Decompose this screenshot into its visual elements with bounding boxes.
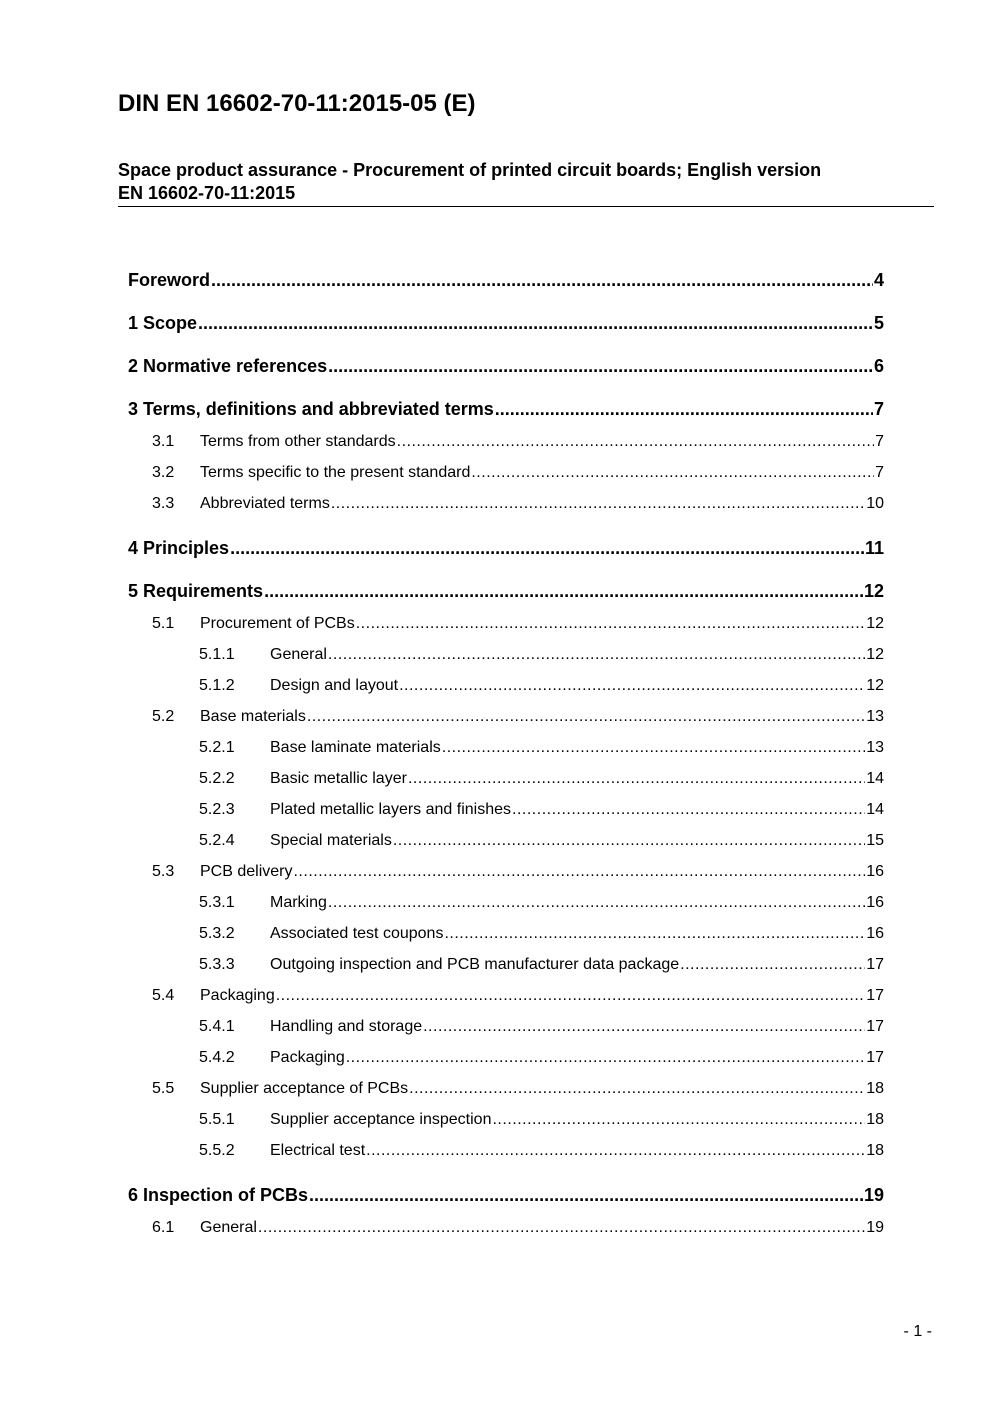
toc-dot-leader [444, 925, 865, 943]
toc-entry-page: 18 [866, 1142, 884, 1159]
toc-entry-number: 5.4.1 [199, 1018, 235, 1035]
toc-entry-label: Base laminate materials [270, 739, 441, 756]
toc-entry-5-1[interactable] [128, 615, 884, 635]
toc-entry-5-3-2[interactable] [128, 925, 884, 945]
toc-entry-page: 7 [873, 399, 884, 419]
toc-entry-page: 5 [873, 313, 884, 333]
toc-entry-number: 5.2 [152, 708, 175, 725]
toc-dot-leader [397, 433, 874, 451]
toc-dot-leader [471, 464, 874, 482]
toc-entry-foreword[interactable] [128, 270, 884, 294]
document-subtitle [118, 159, 934, 205]
toc-entry-5-4-1[interactable] [128, 1018, 884, 1038]
toc-entry-number: 3 [128, 399, 139, 419]
toc-dot-leader [258, 1219, 865, 1237]
document-title: DIN EN 16602-70-11:2015-05 (E) [118, 90, 476, 117]
toc-entry-number: 5.2.1 [199, 739, 235, 756]
toc-entry-label: General [200, 1219, 257, 1236]
toc-entry-label: Supplier acceptance inspection [270, 1111, 492, 1128]
toc-dot-leader [442, 739, 865, 757]
toc-entry-number: 5.5.1 [199, 1111, 235, 1128]
toc-entry-label: Terms, definitions and abbreviated terms [143, 399, 494, 419]
toc-entry-label: Principles [143, 538, 230, 558]
toc-entry-5-1-2[interactable] [128, 677, 884, 697]
toc-entry-page: 17 [866, 1018, 884, 1035]
toc-entry-number: 5.1.1 [199, 646, 235, 663]
toc-entry-number: 5.5.2 [199, 1142, 235, 1159]
toc-entry-5-3-3[interactable] [128, 956, 884, 976]
toc-entry-number: 5.2.3 [199, 801, 235, 818]
toc-dot-leader [512, 801, 865, 819]
toc-entry-6-1[interactable] [128, 1219, 884, 1239]
toc-entry-number: 5.3 [152, 863, 175, 880]
toc-entry-label: Terms specific to the present standard [200, 464, 471, 481]
toc-entry-3-3[interactable] [128, 495, 884, 515]
toc-dot-leader [328, 356, 873, 377]
header-divider [118, 206, 934, 207]
toc-entry-label: Packaging [270, 1049, 345, 1066]
toc-entry-page: 7 [875, 464, 884, 481]
toc-dot-leader [307, 708, 865, 726]
toc-entry-5-5[interactable] [128, 1080, 884, 1100]
toc-entry-page: 16 [866, 863, 884, 880]
toc-dot-leader [492, 1111, 865, 1129]
toc-entry-5-5-2[interactable] [128, 1142, 884, 1162]
toc-entry-5-2-4[interactable] [128, 832, 884, 852]
toc-entry-5[interactable] [128, 581, 884, 605]
toc-entry-label: Terms from other standards [200, 433, 396, 450]
toc-dot-leader [346, 1049, 865, 1067]
toc-dot-leader [423, 1018, 865, 1036]
toc-entry-page: 12 [866, 646, 884, 663]
toc-entry-page: 12 [866, 677, 884, 694]
toc-dot-leader [309, 1185, 863, 1206]
toc-entry-label: Plated metallic layers and finishes [270, 801, 512, 818]
toc-entry-5-4-2[interactable] [128, 1049, 884, 1069]
toc-entry-number: 6 [128, 1185, 139, 1205]
toc-dot-leader [331, 495, 865, 513]
toc-entry-number: 3.3 [152, 495, 175, 512]
toc-entry-3[interactable] [128, 399, 884, 423]
toc-entry-number: 5.3.3 [199, 956, 235, 973]
toc-entry-page: 19 [863, 1185, 884, 1205]
toc-entry-label: Inspection of PCBs [143, 1185, 309, 1205]
toc-entry-page: 4 [873, 270, 884, 290]
toc-entry-page: 7 [875, 433, 884, 450]
toc-dot-leader [328, 646, 865, 664]
toc-dot-leader [495, 399, 873, 420]
toc-entry-label: Marking [270, 894, 327, 911]
toc-entry-label: Packaging [200, 987, 275, 1004]
toc-entry-number: 5.5 [152, 1080, 175, 1097]
toc-entry-label: General [270, 646, 327, 663]
toc-dot-leader [293, 863, 865, 881]
toc-entry-page: 19 [866, 1219, 884, 1236]
toc-dot-leader [230, 538, 864, 559]
toc-entry-label: Outgoing inspection and PCB manufacturer data package [270, 956, 680, 973]
toc-entry-5-3[interactable] [128, 863, 884, 883]
toc-entry-3-2[interactable] [128, 464, 884, 484]
toc-entry-label: Electrical test [270, 1142, 366, 1159]
toc-entry-label: Handling and storage [270, 1018, 423, 1035]
toc-dot-leader [264, 581, 863, 602]
toc-entry-label: Procurement of PCBs [200, 615, 355, 632]
toc-entry-label: Supplier acceptance of PCBs [200, 1080, 409, 1097]
toc-dot-leader [409, 1080, 865, 1098]
footer-page-number: - 1 - [903, 1323, 932, 1340]
toc-entry-number: 3.1 [152, 433, 175, 450]
toc-dot-leader [198, 313, 873, 334]
toc-dot-leader [328, 894, 865, 912]
toc-entry-label: Base materials [200, 708, 306, 725]
toc-entry-6[interactable] [128, 1185, 884, 1209]
toc-entry-page: 13 [866, 739, 884, 756]
toc-entry-page: 10 [866, 495, 884, 512]
toc-entry-number: 6.1 [152, 1219, 175, 1236]
toc-entry-5-5-1[interactable] [128, 1111, 884, 1131]
toc-entry-number: 5.2.4 [199, 832, 235, 849]
toc-entry-page: 12 [866, 615, 884, 632]
subtitle-line-2: EN 16602-70-11:2015 [118, 183, 296, 203]
toc-dot-leader [366, 1142, 865, 1160]
toc-entry-page: 16 [866, 925, 884, 942]
toc-entry-4[interactable] [128, 538, 884, 562]
toc-entry-page: 14 [866, 770, 884, 787]
toc-entry-number: 5 [128, 581, 139, 601]
toc-entry-page: 17 [866, 956, 884, 973]
toc-entry-label: Design and layout [270, 677, 399, 694]
toc-entry-label: Associated test coupons [270, 925, 444, 942]
toc-entry-number: 5.1 [152, 615, 175, 632]
toc-entry-label: Foreword [128, 270, 211, 290]
toc-entry-page: 17 [866, 987, 884, 1004]
toc-entry-number: 5.3.1 [199, 894, 235, 911]
toc-entry-page: 15 [866, 832, 884, 849]
toc-entry-3-1[interactable] [128, 433, 884, 453]
toc-dot-leader [211, 270, 873, 291]
toc-entry-number: 2 [128, 356, 139, 376]
toc-entry-label: Abbreviated terms [200, 495, 330, 512]
toc-entry-label: PCB delivery [200, 863, 293, 880]
toc-entry-page: 14 [866, 801, 884, 818]
toc-entry-5-2-1[interactable] [128, 739, 884, 759]
toc-entry-5-2-2[interactable] [128, 770, 884, 790]
toc-entry-5-2[interactable] [128, 708, 884, 728]
toc-entry-number: 1 [128, 313, 139, 333]
toc-entry-page: 18 [866, 1080, 884, 1097]
toc-dot-leader [408, 770, 865, 788]
toc-entry-label: Requirements [143, 581, 264, 601]
subtitle-line-1: Space product assurance - Procurement of printed circuit boards; English version [118, 160, 822, 180]
toc-entry-number: 5.4.2 [199, 1049, 235, 1066]
toc-entry-page: 17 [866, 1049, 884, 1066]
toc-entry-1[interactable] [128, 313, 884, 337]
toc-entry-number: 4 [128, 538, 139, 558]
toc-entry-label: Special materials [270, 832, 392, 849]
toc-entry-5-4[interactable] [128, 987, 884, 1007]
toc-entry-page: 12 [863, 581, 884, 601]
toc-entry-page: 6 [873, 356, 884, 376]
toc-dot-leader [393, 832, 865, 850]
toc-dot-leader [356, 615, 865, 633]
toc-entry-label: Scope [143, 313, 198, 333]
toc-entry-5-2-3[interactable] [128, 801, 884, 821]
toc-entry-page: 13 [866, 708, 884, 725]
toc-entry-number: 5.2.2 [199, 770, 235, 787]
toc-entry-5-3-1[interactable] [128, 894, 884, 914]
toc-entry-number: 5.3.2 [199, 925, 235, 942]
toc-entry-label: Normative references [143, 356, 328, 376]
toc-dot-leader [399, 677, 865, 695]
toc-dot-leader [276, 987, 865, 1005]
toc-entry-2[interactable] [128, 356, 884, 380]
toc-entry-number: 5.4 [152, 987, 175, 1004]
toc-entry-page: 11 [864, 538, 884, 558]
toc-entry-number: 5.1.2 [199, 677, 235, 694]
toc-entry-page: 18 [866, 1111, 884, 1128]
toc-entry-page: 16 [866, 894, 884, 911]
toc-entry-number: 3.2 [152, 464, 175, 481]
toc-entry-5-1-1[interactable] [128, 646, 884, 666]
toc-entry-label: Basic metallic layer [270, 770, 407, 787]
toc-dot-leader [680, 956, 865, 974]
